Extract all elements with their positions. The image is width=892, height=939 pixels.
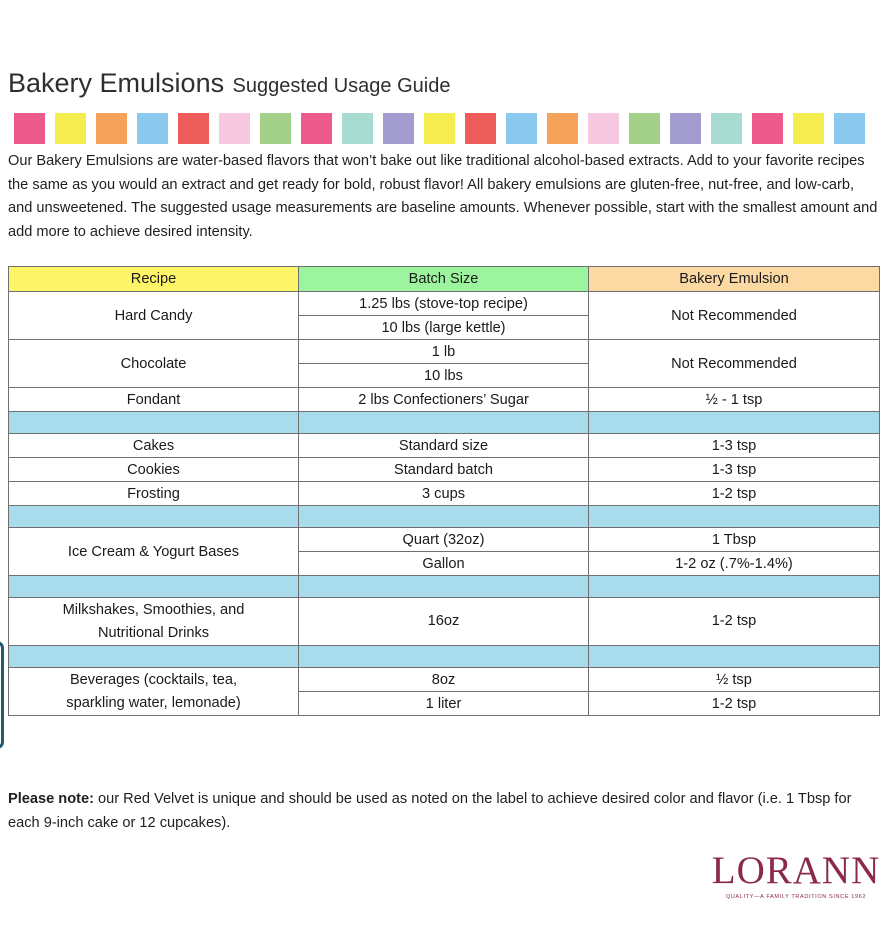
recipe-line: Beverages (cocktails, tea, (69, 671, 238, 688)
title-subtitle: Suggested Usage Guide (232, 75, 451, 97)
color-swatch (670, 113, 701, 144)
recipe-cell: Frosting (9, 482, 299, 506)
color-swatch (383, 113, 414, 144)
table-row (9, 340, 880, 364)
table-row (9, 482, 880, 506)
color-swatch (178, 113, 209, 144)
color-swatch (260, 113, 291, 144)
batch-cell: 10 lbs (299, 364, 589, 388)
color-swatch (301, 113, 332, 144)
emulsion-cell: Not Recommended (589, 292, 880, 340)
title-main: Bakery Emulsions (8, 68, 225, 98)
separator-row (9, 576, 880, 598)
color-swatch (424, 113, 455, 144)
color-swatch (342, 113, 373, 144)
batch-cell: 16oz (299, 598, 589, 646)
emulsion-cell: Not Recommended (589, 340, 880, 388)
recipe-cell (9, 598, 299, 646)
color-swatch (711, 113, 742, 144)
batch-cell: 1.25 lbs (stove-top recipe) (299, 292, 589, 316)
emulsion-cell: 1-2 oz (.7%-1.4%) (589, 552, 880, 576)
recipe-cell: Ice Cream & Yogurt Bases (9, 528, 299, 576)
table-row (9, 388, 880, 412)
recipe-line: Nutritional Drinks (97, 624, 210, 641)
color-swatch (137, 113, 168, 144)
color-swatch-strip (14, 113, 875, 144)
scroll-handle[interactable] (0, 641, 4, 749)
batch-cell: 10 lbs (large kettle) (299, 316, 589, 340)
color-swatch (547, 113, 578, 144)
note-text: our Red Velvet is unique and should be used as noted on the label to achieve desired color and flavor (i.e. 1 Tbsp for each 9-inch cake or 12 cupcakes). (8, 791, 852, 831)
red-velvet-note (8, 788, 882, 835)
color-swatch (506, 113, 537, 144)
table-row (9, 434, 880, 458)
intro-paragraph: Our Bakery Emulsions are water-based flavors that won’t bake out like traditional alcohol-based extracts. Add to your favorite recipes the same as you would an extract and get ready for bold, robust flavor! All bakery emulsions are gluten-free, nut-free, and low-carb, and unsweetened. The suggested usage measurements are baseline amounts. Whenever possible, start with the smallest amount and add more to achieve desired intensity. (8, 153, 878, 240)
color-swatch (55, 113, 86, 144)
batch-cell: 1 liter (299, 692, 589, 716)
batch-cell: Quart (32oz) (299, 528, 589, 552)
separator-row (9, 506, 880, 528)
color-swatch (793, 113, 824, 144)
batch-cell: Gallon (299, 552, 589, 576)
emulsion-cell: 1-2 tsp (589, 598, 880, 646)
emulsion-cell: 1-2 tsp (589, 482, 880, 506)
table-row (9, 458, 880, 482)
color-swatch (834, 113, 865, 144)
emulsion-cell: 1-3 tsp (589, 458, 880, 482)
batch-cell: 8oz (299, 668, 589, 692)
table-header-row (9, 267, 880, 292)
recipe-line: sparkling water, lemonade) (66, 694, 241, 711)
usage-table (8, 266, 880, 716)
emulsion-cell: 1-2 tsp (589, 692, 880, 716)
color-swatch (219, 113, 250, 144)
batch-cell: 2 lbs Confectioners’ Sugar (299, 388, 589, 412)
color-swatch (629, 113, 660, 144)
recipe-cell: Chocolate (9, 340, 299, 388)
recipe-cell (9, 668, 299, 716)
emulsion-cell: 1-3 tsp (589, 434, 880, 458)
header-batch-size: Batch Size (299, 267, 589, 292)
recipe-cell: Hard Candy (9, 292, 299, 340)
table-row (9, 292, 880, 316)
separator-row (9, 646, 880, 668)
logo-tagline: QUALITY—A FAMILY TRADITION SINCE 1962 (725, 894, 867, 900)
batch-cell: Standard batch (299, 458, 589, 482)
recipe-cell: Cakes (9, 434, 299, 458)
logo-wordmark: LORANN (711, 849, 881, 892)
color-swatch (14, 113, 45, 144)
header-bakery-emulsion: Bakery Emulsion (589, 267, 880, 292)
recipe-cell: Cookies (9, 458, 299, 482)
color-swatch (588, 113, 619, 144)
recipe-cell: Fondant (9, 388, 299, 412)
batch-cell: 3 cups (299, 482, 589, 506)
table-row (9, 668, 880, 692)
header-recipe: Recipe (9, 267, 299, 292)
lorann-logo (710, 851, 882, 900)
batch-cell: Standard size (299, 434, 589, 458)
color-swatch (752, 113, 783, 144)
table-row (9, 528, 880, 552)
note-label: Please note: (8, 791, 94, 807)
recipe-line: Milkshakes, Smoothies, and (62, 601, 245, 618)
emulsion-cell: ½ tsp (589, 668, 880, 692)
color-swatch (96, 113, 127, 144)
emulsion-cell: 1 Tbsp (589, 528, 880, 552)
emulsion-cell: ½ - 1 tsp (589, 388, 880, 412)
batch-cell: 1 lb (299, 340, 589, 364)
page-title (8, 68, 450, 99)
separator-row (9, 412, 880, 434)
color-swatch (465, 113, 496, 144)
table-row (9, 598, 880, 646)
